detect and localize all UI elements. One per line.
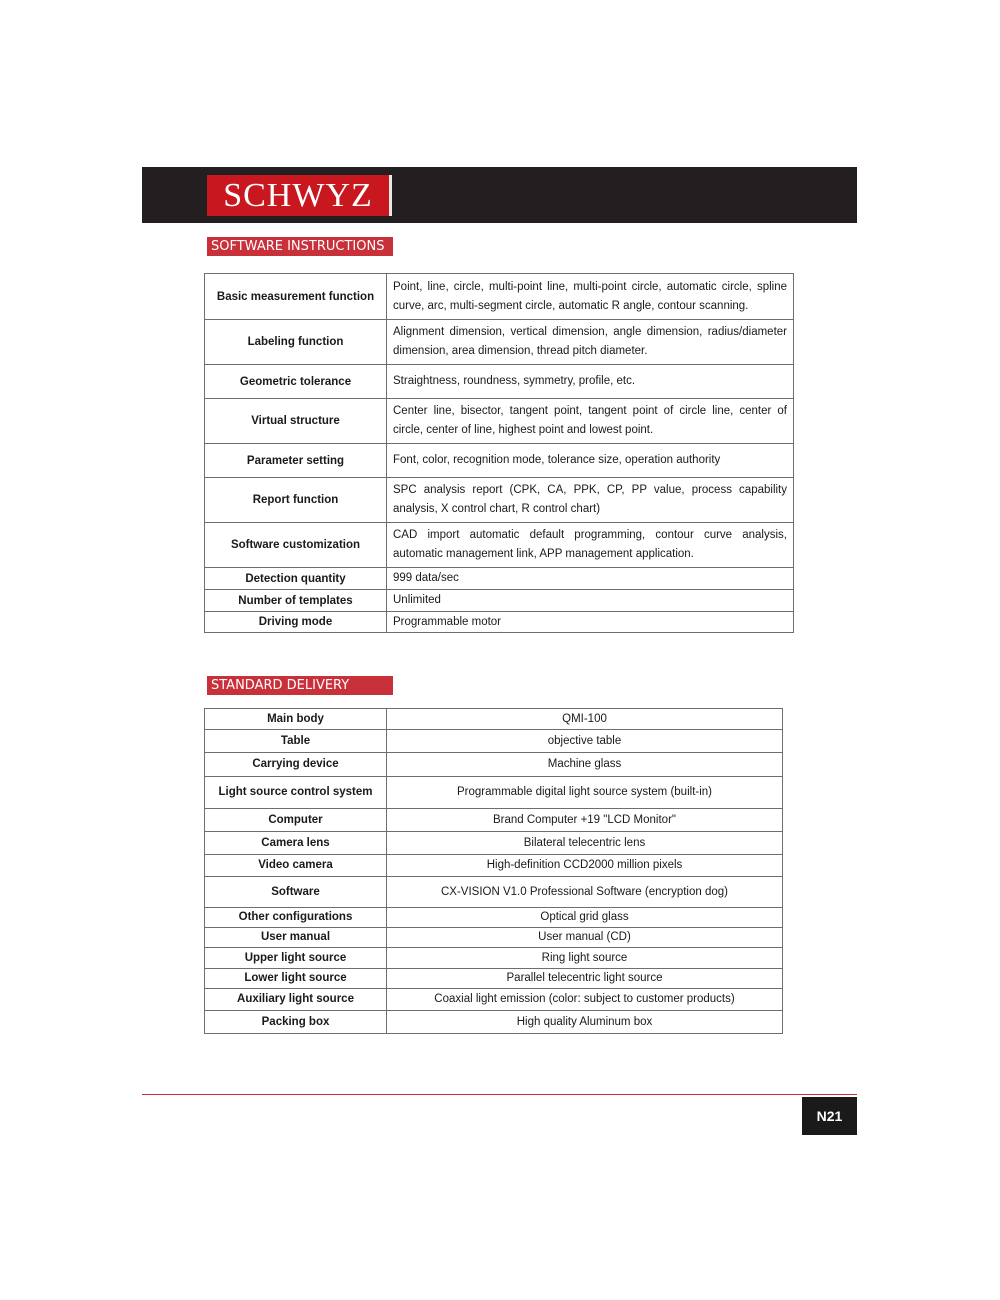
row-value: High-definition CCD2000 million pixels xyxy=(387,855,783,877)
table-row xyxy=(205,523,794,568)
row-key: Computer xyxy=(205,809,387,832)
row-value: Bilateral telecentric lens xyxy=(387,832,783,855)
table-row xyxy=(205,399,794,444)
header-bar xyxy=(142,167,857,223)
table-row xyxy=(205,612,794,633)
page-number: N21 xyxy=(802,1097,857,1135)
row-value: Programmable motor xyxy=(387,612,794,633)
row-value: 999 data/sec xyxy=(387,568,794,590)
table-row xyxy=(205,777,783,809)
row-key: Software customization xyxy=(205,523,387,568)
table-row xyxy=(205,730,783,753)
row-value: CAD import automatic default programming, contour curve analysis, automatic management link, APP management application. xyxy=(387,523,794,568)
table-row xyxy=(205,274,794,320)
row-value: Parallel telecentric light source xyxy=(387,969,783,989)
row-value: Machine glass xyxy=(387,753,783,777)
row-value: Font, color, recognition mode, tolerance size, operation authority xyxy=(387,444,794,478)
table-row xyxy=(205,753,783,777)
row-value: Brand Computer +19 "LCD Monitor" xyxy=(387,809,783,832)
row-value: SPC analysis report (CPK, CA, PPK, CP, PP value, process capability analysis, X control chart, R control chart) xyxy=(387,478,794,523)
row-key: Upper light source xyxy=(205,948,387,969)
row-value: High quality Aluminum box xyxy=(387,1011,783,1034)
row-value: Optical grid glass xyxy=(387,908,783,928)
delivery-section-title: STANDARD DELIVERY xyxy=(207,676,393,695)
footer-divider xyxy=(142,1094,857,1095)
row-value: Center line, bisector, tangent point, tangent point of circle line, center of circle, center of line, highest point and lowest point. xyxy=(387,399,794,444)
row-key: Light source control system xyxy=(205,777,387,809)
software-instructions-table xyxy=(204,273,794,633)
table-row xyxy=(205,320,794,365)
table-row xyxy=(205,568,794,590)
table-row xyxy=(205,365,794,399)
table-row xyxy=(205,989,783,1011)
table-row xyxy=(205,948,783,969)
row-key: Table xyxy=(205,730,387,753)
row-value: Unlimited xyxy=(387,590,794,612)
row-value: Alignment dimension, vertical dimension, angle dimension, radius/diameter dimension, area dimension, thread pitch diameter. xyxy=(387,320,794,365)
row-key: Basic measurement function xyxy=(205,274,387,320)
table-row xyxy=(205,969,783,989)
row-value: Straightness, roundness, symmetry, profile, etc. xyxy=(387,365,794,399)
software-section-title: SOFTWARE INSTRUCTIONS xyxy=(207,237,393,256)
row-key: Driving mode xyxy=(205,612,387,633)
row-key: Packing box xyxy=(205,1011,387,1034)
row-key: Detection quantity xyxy=(205,568,387,590)
row-value: QMI-100 xyxy=(387,709,783,730)
table-row xyxy=(205,478,794,523)
table-row xyxy=(205,832,783,855)
row-value: CX-VISION V1.0 Professional Software (encryption dog) xyxy=(387,877,783,908)
row-value: Point, line, circle, multi-point line, multi-point circle, automatic circle, spline curve, arc, multi-segment circle, automatic R angle, contour scanning. xyxy=(387,274,794,320)
row-key: Labeling function xyxy=(205,320,387,365)
table-row xyxy=(205,444,794,478)
row-key: Carrying device xyxy=(205,753,387,777)
table-row xyxy=(205,809,783,832)
table-row xyxy=(205,1011,783,1034)
row-key: Report function xyxy=(205,478,387,523)
row-key: Camera lens xyxy=(205,832,387,855)
row-key: Virtual structure xyxy=(205,399,387,444)
brand-name: SCHWYZ xyxy=(223,176,373,214)
row-key: Main body xyxy=(205,709,387,730)
standard-delivery-table xyxy=(204,708,783,1034)
row-key: Other configurations xyxy=(205,908,387,928)
row-key: Geometric tolerance xyxy=(205,365,387,399)
row-key: Lower light source xyxy=(205,969,387,989)
table-row xyxy=(205,709,783,730)
row-key: User manual xyxy=(205,928,387,948)
table-row xyxy=(205,877,783,908)
row-value: Coaxial light emission (color: subject to customer products) xyxy=(387,989,783,1011)
row-key: Video camera xyxy=(205,855,387,877)
row-value: objective table xyxy=(387,730,783,753)
table-row xyxy=(205,928,783,948)
row-key: Auxiliary light source xyxy=(205,989,387,1011)
row-key: Parameter setting xyxy=(205,444,387,478)
table-row xyxy=(205,855,783,877)
table-row xyxy=(205,908,783,928)
brand-logo xyxy=(207,175,392,216)
table-row xyxy=(205,590,794,612)
row-key: Number of templates xyxy=(205,590,387,612)
row-value: User manual (CD) xyxy=(387,928,783,948)
row-value: Programmable digital light source system (built-in) xyxy=(387,777,783,809)
row-key: Software xyxy=(205,877,387,908)
row-value: Ring light source xyxy=(387,948,783,969)
